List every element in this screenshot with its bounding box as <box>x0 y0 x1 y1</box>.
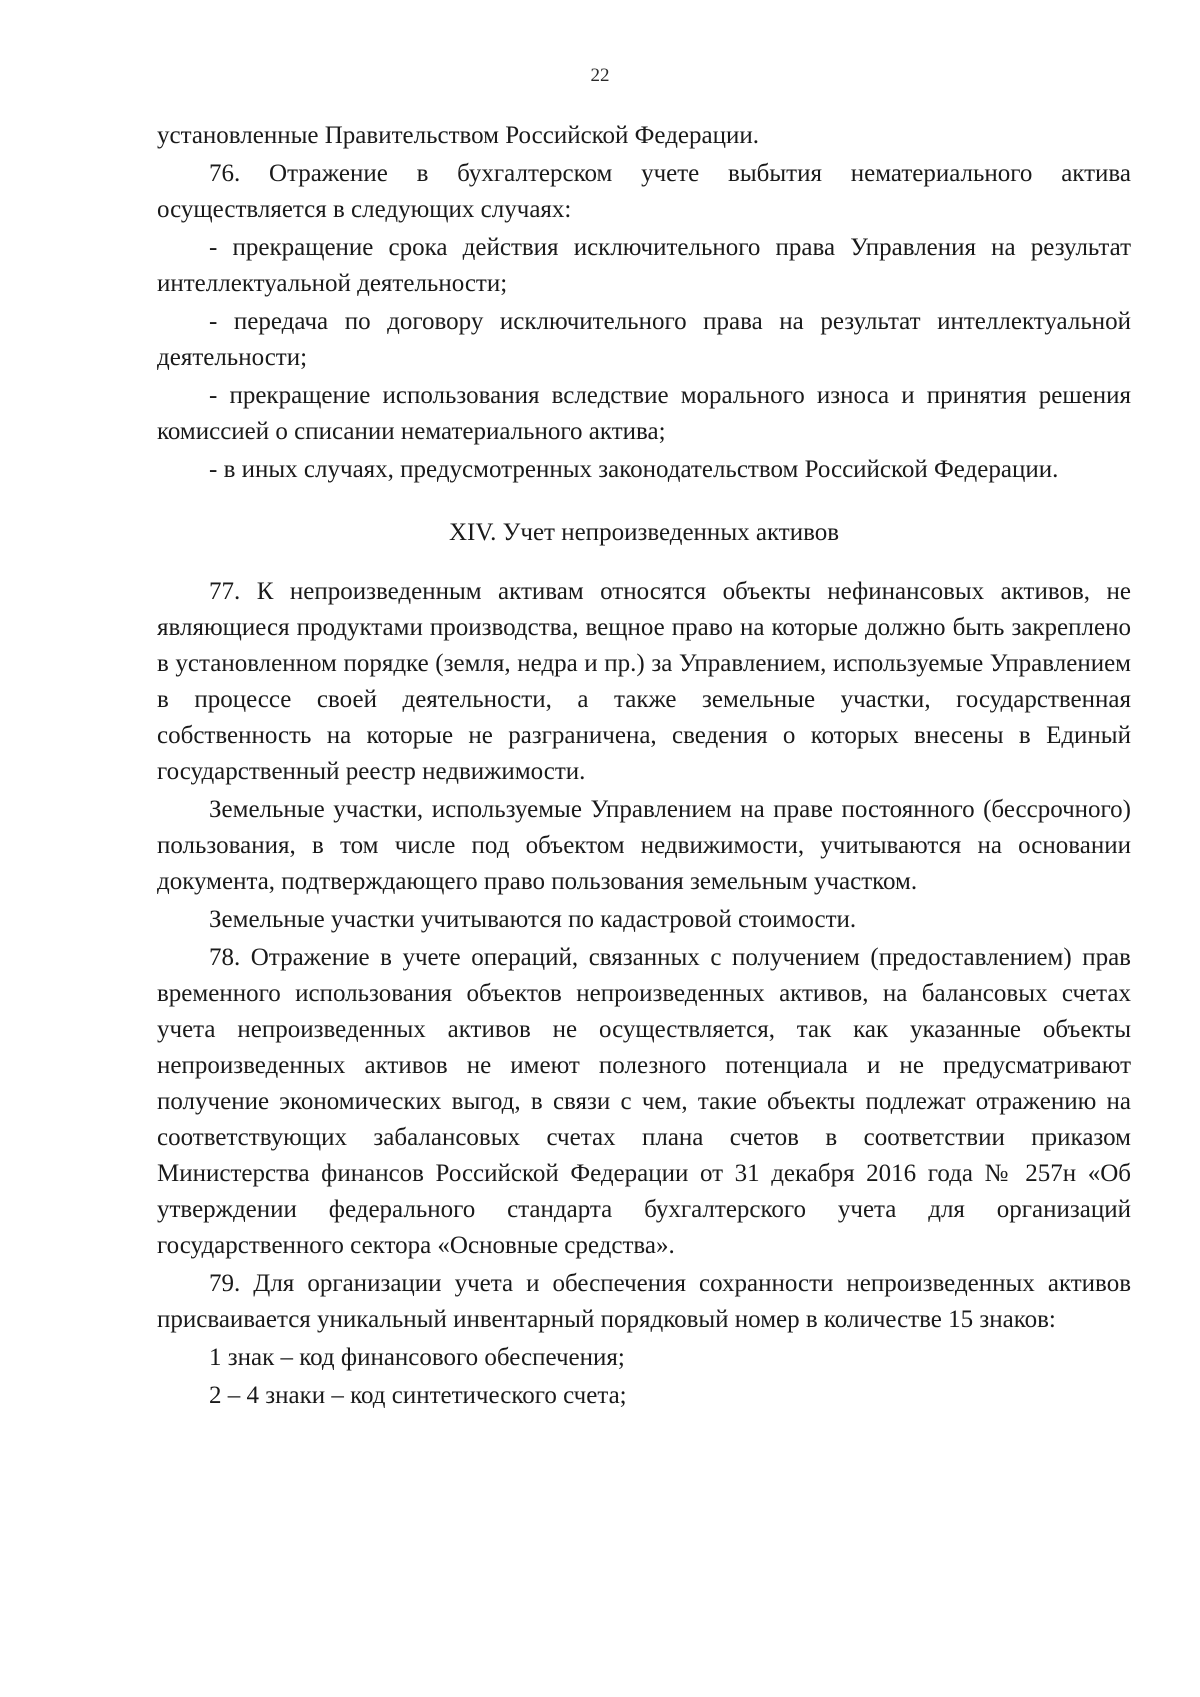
paragraph-76: 76. Отражение в бухгалтерском учете выбытия нематериального актива осуществляется в следующих случаях: <box>157 160 1131 223</box>
list-item-transfer: - передача по договору исключительного права на результат интеллектуальной деятельности; <box>157 308 1131 371</box>
paragraph-77: 77. К непроизведенным активам относятся объекты нефинансовых активов, не являющиеся продуктами производства, вещное право на которые должно быть закреплено в установленном порядке (земля, недра и пр.) за Управлением, используемые Управлением в процессе своей деятельности, а также земельные участки, государственная собственность на которые не разграничена, сведения о которых внесены в Единый государственный реестр недвижимости. <box>157 578 1131 785</box>
paragraph-77-land-plots: Земельные участки, используемые Управлением на праве постоянного (бессрочного) пользования, в том числе под объектом недвижимости, учитываются на основании документа, подтверждающего право пользования земельным участком. <box>157 796 1131 895</box>
paragraph-77-cadastral-value: Земельные участки учитываются по кадастровой стоимости. <box>209 906 857 933</box>
list-item-termination: - прекращение срока действия исключительного права Управления на результат интеллектуальной деятельности; <box>157 234 1131 297</box>
paragraph-79: 79. Для организации учета и обеспечения сохранности непроизведенных активов присваивается уникальный инвентарный порядковый номер в количестве 15 знаков: <box>157 1270 1131 1333</box>
list-item-sign-1: 1 знак – код финансового обеспечения; <box>209 1344 625 1371</box>
paragraph-78: 78. Отражение в учете операций, связанных с получением (предоставлением) прав временного использования объектов непроизведенных активов, на балансовых счетах учета непроизведенных активов не осуществляется, так как указанные объекты непроизведенных активов не имеют полезного потенциала и не предусматривают получение экономических выгод, в связи с чем, такие объекты подлежат отражению на соответствующих забалансовых счетах плана счетов в соответствии приказом Министерства финансов Российской Федерации от 31 декабря 2016 года № 257н «Об утверждении федерального стандарта бухгалтерского учета для организаций государственного сектора «Основные средства». <box>157 944 1131 1259</box>
paragraph-continuation: установленные Правительством Российской Федерации. <box>157 122 760 149</box>
list-item-signs-2-4: 2 – 4 знаки – код синтетического счета; <box>209 1382 627 1409</box>
list-item-obsolescence: - прекращение использования вследствие морального износа и принятия решения комиссией о списании нематериального актива; <box>157 382 1131 445</box>
document-body <box>157 118 1131 1414</box>
page-number: 22 <box>590 65 610 86</box>
section-heading: XIV. Учет непроизведенных активов <box>448 519 840 546</box>
list-item-other-cases: - в иных случаях, предусмотренных законодательством Российской Федерации. <box>209 456 1059 483</box>
